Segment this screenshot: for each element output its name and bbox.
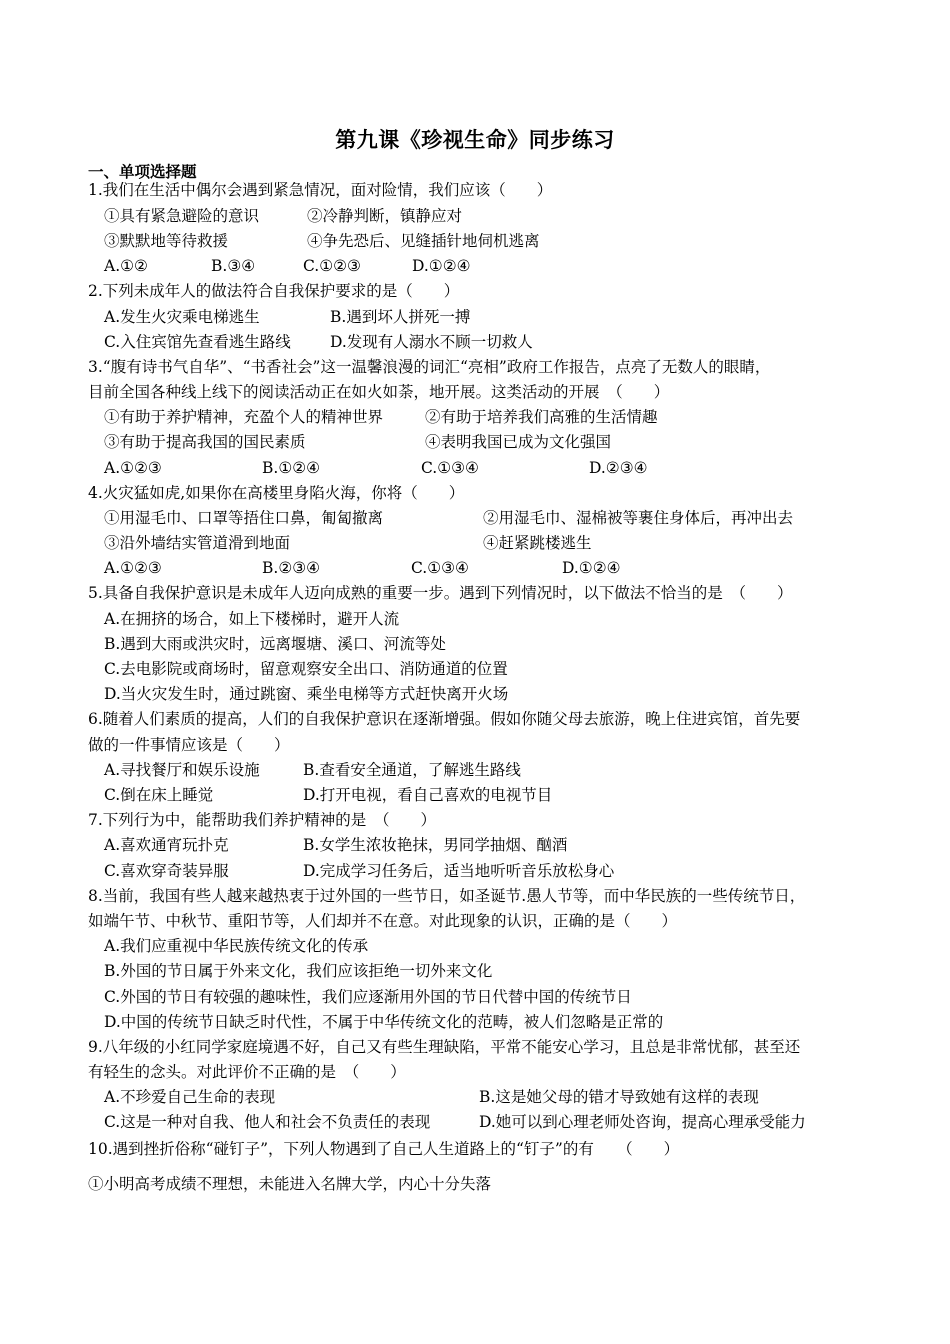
question-2-option-a: A.发生火灾乘电梯逃生: [104, 308, 260, 326]
question-4-option-c: C.①③④: [411, 559, 469, 577]
question-7-option-a: A.喜欢通宵玩扑克: [104, 836, 229, 854]
question-8-stem-line-2: 如端午节、中秋节、重阳节等，人们却并不在意。对此现象的认识，正确的是（ ）: [88, 912, 678, 930]
question-6-option-c: C.倒在床上睡觉: [104, 786, 214, 804]
page-title: 第九课《珍视生命》同步练习: [335, 127, 615, 152]
question-10-item-1: ①小明高考成绩不理想，未能进入名牌大学，内心十分失落: [88, 1175, 492, 1193]
question-3-item-2: ②有助于培养我们高雅的生活情趣: [425, 408, 658, 426]
question-2-option-c: C.入住宾馆先查看逃生路线: [104, 333, 291, 351]
question-6-option-d: D.打开电视，看自己喜欢的电视节目: [303, 786, 553, 804]
question-2-option-d: D.发现有人溺水不顾一切救人: [330, 333, 533, 351]
question-5-option-d: D.当火灾发生时，通过跳窗、乘坐电梯等方式赶快离开火场: [104, 685, 509, 703]
question-8-option-d: D.中国的传统节日缺乏时代性，不属于中华传统文化的范畴，被人们忽略是正常的: [104, 1013, 664, 1031]
question-4-item-4: ④赶紧跳楼逃生: [483, 534, 592, 552]
question-7-stem: 7.下列行为中，能帮助我们养护精神的是 （ ）: [88, 811, 437, 829]
question-9-option-d: D.她可以到心理老师处咨询，提高心理承受能力: [479, 1113, 806, 1131]
question-4-stem: 4.火灾猛如虎,如果你在高楼里身陷火海，你将（ ）: [88, 484, 465, 502]
question-9-stem-line-1: 9.八年级的小红同学家庭境遇不好，自己又有些生理缺陷，平常不能安心学习，且总是非常忧郁，甚至还: [88, 1038, 801, 1056]
question-1-option-a: A.①②: [104, 257, 148, 275]
question-4-item-1: ①用湿毛巾、口罩等捂住口鼻，匍匐撤离: [104, 509, 384, 527]
question-7-option-c: C.喜欢穿奇装异服: [104, 862, 229, 880]
question-6-option-b: B.查看安全通道，了解逃生路线: [303, 761, 521, 779]
question-5-option-b: B.遇到大雨或洪灾时，远离堰塘、溪口、河流等处: [104, 635, 446, 653]
question-8-option-c: C.外国的节日有较强的趣味性，我们应逐渐用外国的节日代替中国的传统节日: [104, 988, 632, 1006]
question-4-option-d: D.①②④: [562, 559, 621, 577]
question-1-item-3: ③默默地等待救援: [104, 232, 229, 250]
question-1-item-1: ①具有紧急避险的意识: [104, 207, 260, 225]
question-5-stem: 5.具备自我保护意识是未成年人迈向成熟的重要一步。遇到下列情况时，以下做法不恰当的是 （ ）: [88, 584, 793, 602]
question-4-option-b: B.②③④: [262, 559, 321, 577]
question-1-item-2: ②冷静判断，镇静应对: [307, 207, 463, 225]
question-6-stem-line-2: 做的一件事情应该是（ ）: [88, 736, 290, 754]
question-3-option-b: B.①②④: [262, 459, 321, 477]
question-3-item-3: ③有助于提高我国的国民素质: [104, 433, 306, 451]
question-9-option-c: C.这是一种对自我、他人和社会不负责任的表现: [104, 1113, 431, 1131]
question-1-stem: 1.我们在生活中偶尔会遇到紧急情况，面对险情，我们应该（ ）: [88, 181, 553, 199]
question-4-item-3: ③沿外墙结实管道滑到地面: [104, 534, 291, 552]
question-3-option-c: C.①③④: [421, 459, 479, 477]
question-3-option-d: D.②③④: [589, 459, 648, 477]
question-6-option-a: A.寻找餐厅和娱乐设施: [104, 761, 260, 779]
question-3-option-a: A.①②③: [104, 459, 162, 477]
question-7-option-d: D.完成学习任务后，适当地听听音乐放松身心: [303, 862, 615, 880]
question-2-stem: 2.下列未成年人的做法符合自我保护要求的是（ ）: [88, 282, 460, 300]
question-4-option-a: A.①②③: [104, 559, 162, 577]
question-3-stem-line-1: 3.“腹有诗书气自华”、“书香社会”这一温馨浪漫的词汇“亮相”政府工作报告，点亮了无数人的眼睛，: [88, 358, 771, 376]
question-9-option-a: A.不珍爱自己生命的表现: [104, 1088, 276, 1106]
question-10-stem: 10.遇到挫折俗称“碰钉子”，下列人物遇到了自己人生道路上的“钉子”的有 （ ）: [88, 1140, 680, 1158]
question-9-stem-line-2: 有轻生的念头。对此评价不正确的是 （ ）: [88, 1063, 406, 1081]
question-4-item-2: ②用湿毛巾、湿棉被等裹住身体后，再冲出去: [483, 509, 794, 527]
question-7-option-b: B.女学生浓妆艳抹，男同学抽烟、酗酒: [303, 836, 568, 854]
question-8-stem-line-1: 8.当前，我国有些人越来越热衷于过外国的一些节日，如圣诞节.愚人节等，而中华民族的一些传统节日，: [88, 887, 806, 905]
question-8-option-a: A.我们应重视中华民族传统文化的传承: [104, 937, 369, 955]
question-8-option-b: B.外国的节日属于外来文化，我们应该拒绝一切外来文化: [104, 962, 493, 980]
question-5-option-a: A.在拥挤的场合，如上下楼梯时，避开人流: [104, 610, 400, 628]
question-3-item-1: ①有助于养护精神，充盈个人的精神世界: [104, 408, 384, 426]
question-5-option-c: C.去电影院或商场时，留意观察安全出口、消防通道的位置: [104, 660, 508, 678]
question-6-stem-line-1: 6.随着人们素质的提高，人们的自我保护意识在逐渐增强。假如你随父母去旅游，晚上住进宾馆，首先要: [88, 710, 801, 728]
question-1-item-4: ④争先恐后、见缝插针地伺机逃离: [307, 232, 540, 250]
question-1-option-c: C.①②③: [303, 257, 361, 275]
question-9-option-b: B.这是她父母的错才导致她有这样的表现: [479, 1088, 759, 1106]
section-heading: 一、单项选择题: [88, 162, 197, 181]
question-3-stem-line-2: 目前全国各种线上线下的阅读活动正在如火如荼，地开展。这类活动的开展 （ ）: [88, 383, 670, 401]
question-1-option-d: D.①②④: [412, 257, 471, 275]
question-2-option-b: B.遇到坏人拼死一搏: [330, 308, 471, 326]
question-3-item-4: ④表明我国已成为文化强国: [425, 433, 612, 451]
question-1-option-b: B.③④: [211, 257, 256, 275]
